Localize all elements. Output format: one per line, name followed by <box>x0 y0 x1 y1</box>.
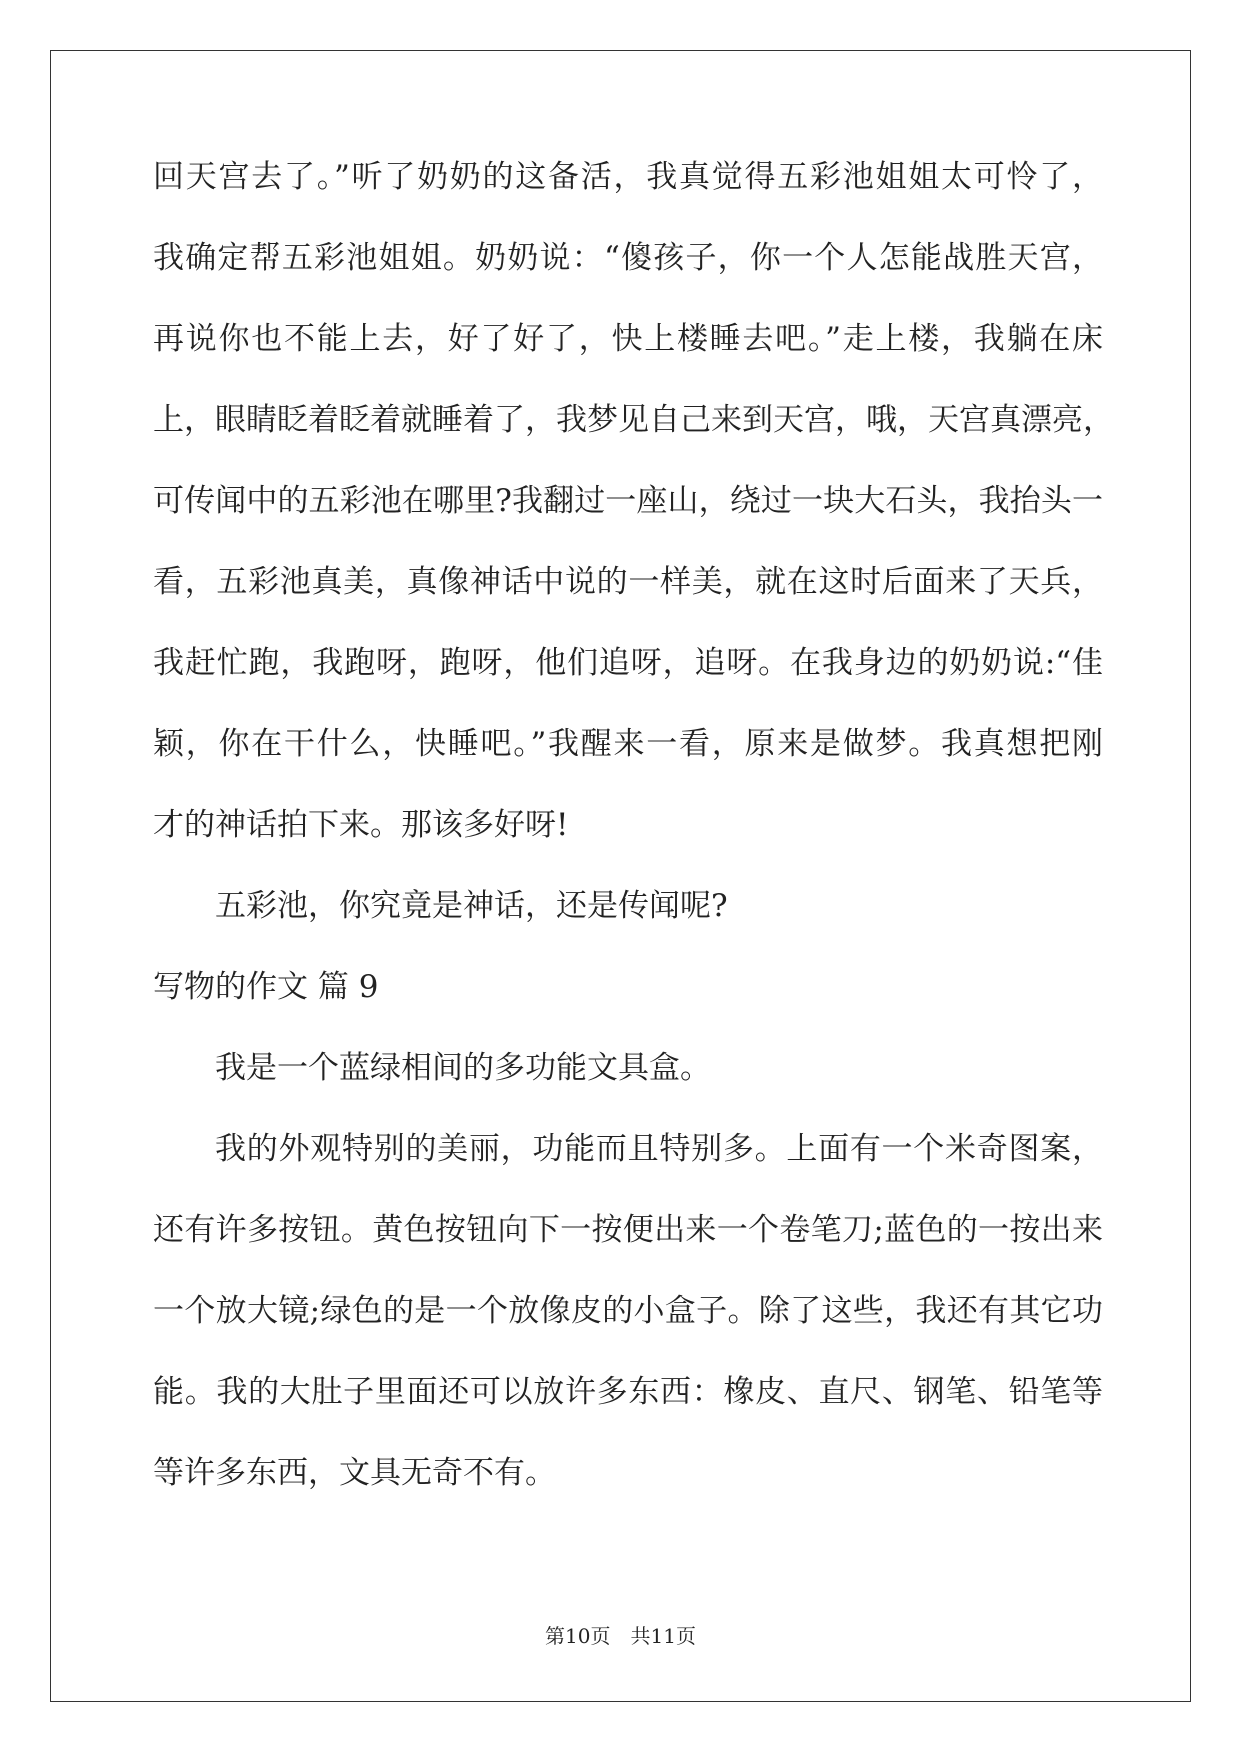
page-total: 共11页 <box>630 1624 696 1648</box>
page-number: 第10页 <box>545 1624 611 1648</box>
paragraph-line: 等许多东西，文具无奇不有。 <box>153 1455 556 1491</box>
paragraph-line: 再说你也不能上去，好了好了，快上楼睡去吧。”走上楼，我躺在床 <box>153 321 1103 357</box>
paragraph-line: 才的神话拍下来。那该多好呀! <box>153 807 569 843</box>
paragraph-line: 上，眼睛眨着眨着就睡着了，我梦见自己来到天宫，哦，天宫真漂亮， <box>153 402 1114 438</box>
paragraph-line: 我赶忙跑，我跑呀，跑呀，他们追呀，追呀。在我身边的奶奶说:“佳 <box>153 645 1103 681</box>
paragraph-line: 还有许多按钮。黄色按钮向下一按便出来一个卷笔刀;蓝色的一按出来 <box>153 1212 1103 1248</box>
page-footer <box>0 1620 1241 1649</box>
paragraph-line: 我的外观特别的美丽，功能而且特别多。上面有一个米奇图案， <box>215 1131 1103 1167</box>
paragraph-line: 可传闻中的五彩池在哪里?我翻过一座山，绕过一块大石头，我抬头一 <box>153 483 1103 519</box>
paragraph-line: 我是一个蓝绿相间的多功能文具盒。 <box>215 1050 711 1086</box>
paragraph-line: 我确定帮五彩池姐姐。奶奶说：“傻孩子，你一个人怎能战胜天宫， <box>153 240 1103 276</box>
section-heading: 写物的作文 篇 9 <box>153 969 379 1005</box>
paragraph-line: 五彩池，你究竟是神话，还是传闻呢? <box>215 888 728 924</box>
paragraph-line: 一个放大镜;绿色的是一个放像皮的小盒子。除了这些，我还有其它功 <box>153 1293 1103 1329</box>
paragraph-line: 看，五彩池真美，真像神话中说的一样美，就在这时后面来了天兵， <box>153 564 1103 600</box>
document-body <box>153 150 1114 1527</box>
paragraph-line: 颖，你在干什么，快睡吧。”我醒来一看，原来是做梦。我真想把刚 <box>153 726 1103 762</box>
paragraph-line: 能。我的大肚子里面还可以放许多东西：橡皮、直尺、钢笔、铅笔等 <box>153 1374 1103 1410</box>
paragraph-line: 回天宫去了。”听了奶奶的这备活，我真觉得五彩池姐姐太可怜了， <box>153 159 1103 195</box>
